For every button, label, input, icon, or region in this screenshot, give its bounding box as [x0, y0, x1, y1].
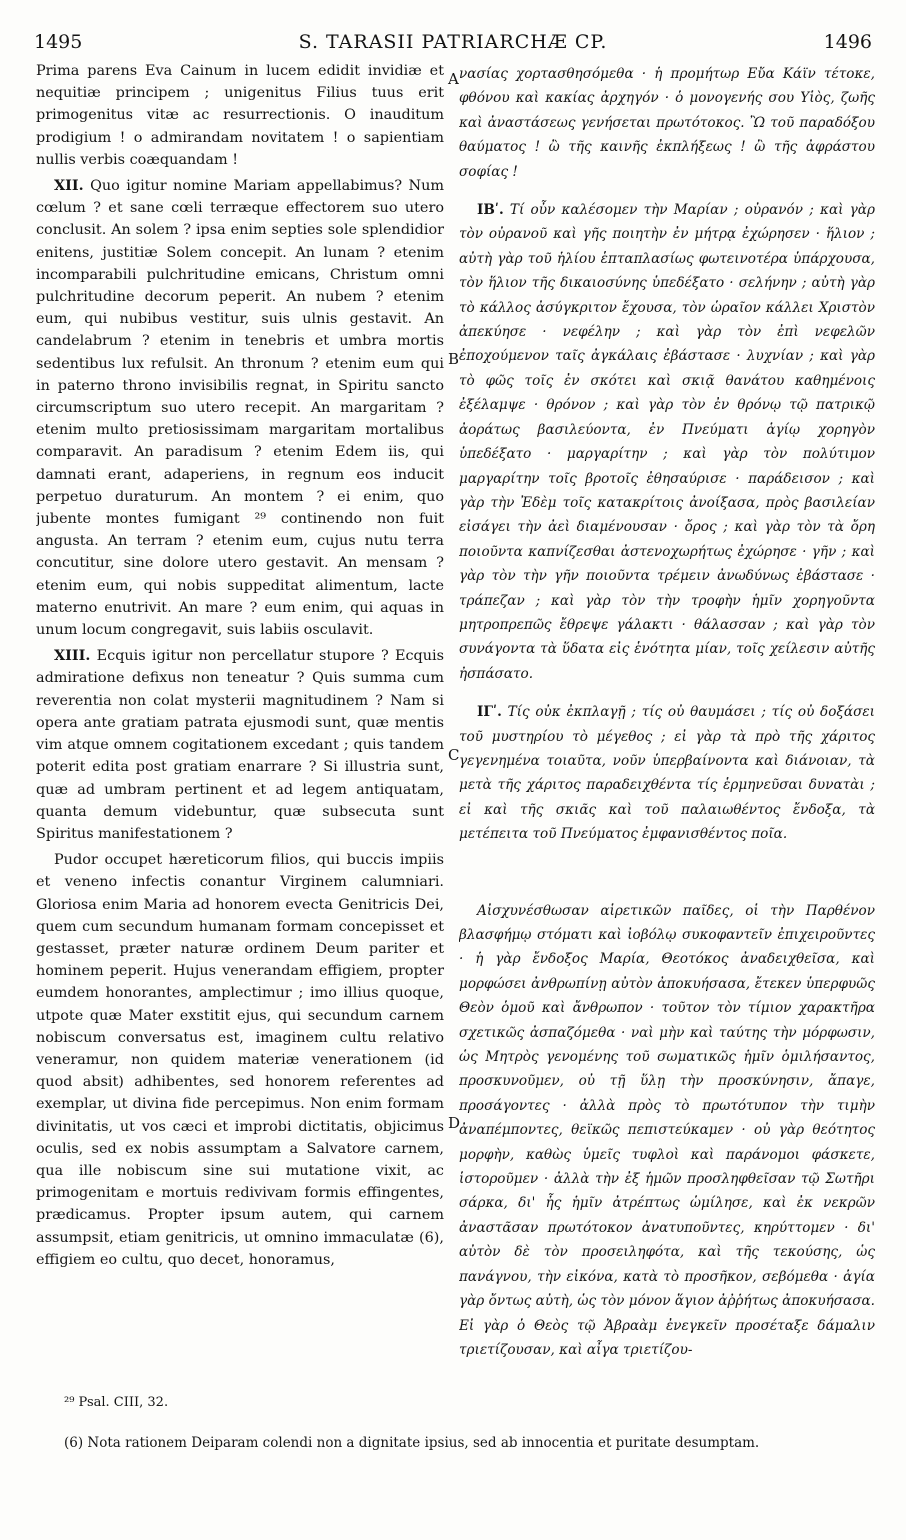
- greek-section-number-12: ΙΒʹ.: [477, 202, 504, 219]
- margin-letter-b: B: [448, 350, 460, 368]
- latin-paragraph-13-text: Ecquis igitur non percellatur stupore ? Ecquis admiratione defixus non teneatur ? Quis summa cum reverentia non colat mysterii magnitudinem ? Nam si opera ante gratiam patrata ejusmodi sunt, quæ mentis vim atque omnem cogitationem excedant ; quis tandem poterit edita post gratiam enarrare ? Si illustria sunt, quæ ad umbram pertinent et ad legem antiquatam, quanta demum videbuntur, quæ subsecuta sunt Spiritus manifestationem ?: [36, 648, 444, 842]
- running-title: S. TARASII PATRIARCHÆ CP.: [298, 31, 608, 53]
- latin-paragraph-12-text: Quo igitur nomine Mariam appellabimus? Num cœlum ? et sane cœli terræque effectorem suo utero conclusit. An solem ? ipsa enim septies sole splendidior enitens, justitiæ Solem concepit. An lunam ? etenim incomparabili pulchritudine emicans, Christum omni pulchritudine decorum peperit. An nubem ? etenim eum, qui nubibus vestitur, suis ulnis gestavit. An candelabrum ? etenim in tenebris et umbra mortis sedentibus lux refulsit. An thronum ? etenim eum qui in paterno throno invisibilis regnat, in Spiritu sancto circumscriptum suo utero recepit. An margaritam ? etenim multo pretiosissimam margaritam mortalibus comparavit. An paradisum ? etenim Edem iis, qui damnati erant, adaperiens, in regnum eos inducit perpetuo duraturum. An montem ? ei enim, quo jubente montes fumigant ²⁹ continendo non fuit angusta. An terram ? etenim eum, cujus nutu terra concutitur, sine dolore utero gestavit. An mensam ? etenim eum, qui nobis suppeditat alimentum, lacte materno enutrivit. An mare ? eum enim, qui aquas in unum locum congregavit, suis labiis osculavit.: [36, 178, 444, 639]
- latin-paragraph-13: [36, 645, 444, 845]
- greek-paragraph-1: νασίας χορτασθησόμεθα · ἡ προμήτωρ Εὔα Κάϊν τέτοκε, φθόνου καὶ κακίας ἀρχηγόν · ὁ μονογενής σου Υἱὸς, ζωῆς καὶ ἀναστάσεως γενήσεται πρωτότοκος. Ὢ τοῦ παραδόξου θαύματος ! ὢ τῆς καινῆς ἐκπλήξεως ! ὢ τῆς ἀφράστου σοφίας !: [459, 66, 875, 180]
- greek-paragraph-13-text: Τίς οὐκ ἐκπλαγῇ ; τίς οὐ θαυμάσει ; τίς οὐ δοξάσει τοῦ μυστηρίου τὸ μέγεθος ; εἰ γὰρ τὰ πρὸ τῆς χάριτος γεγενημένα τοιαῦτα, νοῦν ὑπερβαίνοντα καὶ διάνοιαν, τὰ μετὰ τῆς χάριτος παραδειχθέντα τίς ἑρμηνεῦσαι δυνατὰι ; εἰ καὶ τῆς σκιᾶς καὶ τοῦ παλαιωθέντος ἔνδοξα, τὰ μετέπειτα τοῦ Πνεύματος ἐμφανισθέντος ποῖα.: [459, 704, 875, 843]
- greek-paragraph-13: [459, 700, 875, 846]
- section-number-13: XIII.: [54, 647, 91, 665]
- section-number-12: XII.: [54, 177, 84, 195]
- latin-paragraph-1: Prima parens Eva Cainum in lucem edidit invidiæ et nequitiæ principem ; unigenitus Filius tuus erit primogenitus vitæ ac resurrectionis. O inauditum prodigium ! o admirandam novitatem ! o sapientiam nullis verbis coæquandam !: [36, 63, 444, 168]
- latin-paragraph-4: Pudor occupet hæreticorum filios, qui buccis impiis et veneno infectis conantur Virginem calumniari. Gloriosa enim Maria ad honorem evecta Genitricis Dei, quem cum secundum humanam formam concepisset et gestasset, præter naturæ ordinem Deum pariter et hominem peperit. Hujus venerandam effigiem, propter eumdem honorantes, amplectimur ; imo illius quoque, utpote quæ Mater exstitit ejus, qui secundum carnem nobiscum conversatus est, imaginem cultu relativo veneramur, non quidem materiæ venerationem (id quod absit) adhibentes, sed honorem referentes ad exemplar, ut divina fide percepimus. Non enim formam divinitatis, ut vos cæci et improbi dictitatis, objicimus oculis, sed ex nobis assumptam a Salvatore carnem, qua ille nobiscum sine sui mutatione vixit, ac primogenitam e mortuis redivivam formis effingentes, prædicamus. Propter ipsum autem, qui carnem assumpsit, etiam genitricis, ut omnino immaculatæ (6), effigiem eo cultu, quo decet, honoramus,: [36, 852, 444, 1268]
- greek-column: [459, 62, 875, 1366]
- footnote-6: (6) Nota rationem Deiparam colendi non a dignitate ipsius, sed ab innocentia et puritate desumptam.: [64, 1435, 760, 1451]
- greek-paragraph-12: [459, 198, 875, 686]
- greek-section-number-13: ΙΓʹ.: [477, 704, 502, 721]
- greek-paragraph-4: Αἰσχυνέσθωσαν αἱρετικῶν παῖδες, οἱ τὴν Παρθένον βλασφήμῳ στόματι καὶ ἰοβόλῳ συκοφαντεῖν ἐπιχειροῦντες · ἡ γὰρ ἔνδοξος Μαρία, Θεοτόκος ἀναδειχθεῖσα, καὶ μορφώσει ἀνθρωπίνῃ αὐτὸν ἀποκυήσασα, ἔτεκεν ὑπερφυῶς Θεὸν ὁμοῦ καὶ ἄνθρωπον · τοῦτον τὸν τίμιον χαρακτῆρα σχετικῶς ἀσπαζόμεθα · ναὶ μὴν καὶ ταύτης τὴν μόρφωσιν, ὡς Μητρὸς γενομένης τοῦ σωματικῶς ἡμῖν ὁμιλήσαντος, προσκυνοῦμεν, οὐ τῇ ὕλῃ τὴν προσκύνησιν, ἄπαγε, προσάγοντες · ἀλλὰ πρὸς τὸ πρωτότυπον τὴν τιμὴν ἀναπέμποντες, θεϊκῶς πεπιστεύκαμεν · οὐ γὰρ θεότητος μορφὴν, καθὼς ὑμεῖς τυφλοὶ καὶ παράνομοι φάσκετε, ἱστοροῦμεν · ἀλλὰ τὴν ἐξ ἡμῶν προσληφθεῖσαν τῷ Σωτῆρι σάρκα, δι' ἧς ἡμῖν ἀτρέπτως ὡμίλησε, καὶ ἐκ νεκρῶν ἀναστᾶσαν πρωτότοκον ἀνατυποῦντες, κηρύττομεν · δι' αὐτὸν δὲ τὸν προσειληφότα, καὶ τῆς τεκούσης, ὡς πανάγνου, τὴν εἰκόνα, κατὰ τὸ προσῆκον, σεβόμεθα · ἁγία γὰρ ὄντως αὐτὴ, ὡς τὸν μόνον ἅγιον ἀῤῥήτως ἀποκυήσασα. Εἰ γὰρ ὁ Θεὸς τῷ Ἀβραὰμ ἐνεγκεῖν προσέταξε δάμαλιν τριετίζουσαν, καὶ αἶγα τριετίζου-: [459, 902, 875, 1358]
- page-number-left: 1495: [34, 31, 83, 53]
- footnote-29: ²⁹ Psal. CIII, 32.: [64, 1395, 169, 1410]
- margin-letter-c: C: [448, 746, 460, 764]
- margin-letter-a: A: [448, 70, 459, 88]
- page-number-right: 1496: [823, 31, 872, 53]
- greek-paragraph-12-text: Τί οὖν καλέσομεν τὴν Μαρίαν ; οὐρανόν ; καὶ γὰρ τὸν οὐρανοῦ καὶ γῆς ποιητὴν ἐν μήτρᾳ ἐχώρησεν · ἥλιον ; αὐτὴ γὰρ τοῦ ἡλίου ἑπταπλασίως φωτεινοτέρα ὑπάρχουσα, τὸν ἥλιον τῆς δικαιοσύνης ὑπεδέξατο · σελήνην ; αὐτὴ γὰρ τὸ κάλλος ἀσύγκριτον ἔχουσα, τὸν ὡραῖον κάλλει Χριστὸν ἀπεκύησε · νεφέλην ; καὶ γὰρ τὸν ἐπὶ νεφελῶν ἐποχούμενον ταῖς ἀγκάλαις ἐβάστασε · λυχνίαν ; καὶ γὰρ τὸ φῶς τοῖς ἐν σκότει καὶ σκιᾷ θανάτου καθημένοις ἐξέλαμψε · θρόνον ; καὶ γὰρ τὸν ἐν θρόνῳ τῷ πατρικῷ ἀοράτως βασιλεύοντα, ἐν Πνεύματι ἁγίῳ χορηγὸν ὑπεδέξατο · μαργαρίτην ; καὶ γὰρ τὸν πολύτιμον μαργαρίτην τοῖς βροτοῖς ἐθησαύρισε · παράδεισον ; καὶ γὰρ τὴν Ἐδὲμ τοῖς κατακρίτοις ἀνοίξασα, πρὸς βασιλείαν εἰσάγει τὴν ἀεὶ διαμένουσαν · ὄρος ; καὶ γὰρ τὸν τὰ ὄρη ποιοῦντα καπνίζεσθαι ἀστενοχωρήτως ἐχώρησε · γῆν ; καὶ γὰρ τὸν τὴν γῆν ποιοῦντα τρέμειν ἀνωδύνως ἐβάστασε · τράπεζαν ; καὶ γὰρ τὸν τὴν τροφὴν ἡμῖν χορηγοῦντα μητροπρεπῶς ἔθρεψε γάλακτι · θάλασσαν ; καὶ γὰρ τὸν συνάγοντα τὰ ὕδατα εἰς ἑνότητα μίαν, τοῖς χείλεσιν αὐτῆς ἠσπάσατο.: [459, 202, 875, 682]
- latin-paragraph-12: [36, 175, 444, 641]
- margin-letter-d: D: [448, 1114, 461, 1132]
- latin-column: [36, 60, 444, 1275]
